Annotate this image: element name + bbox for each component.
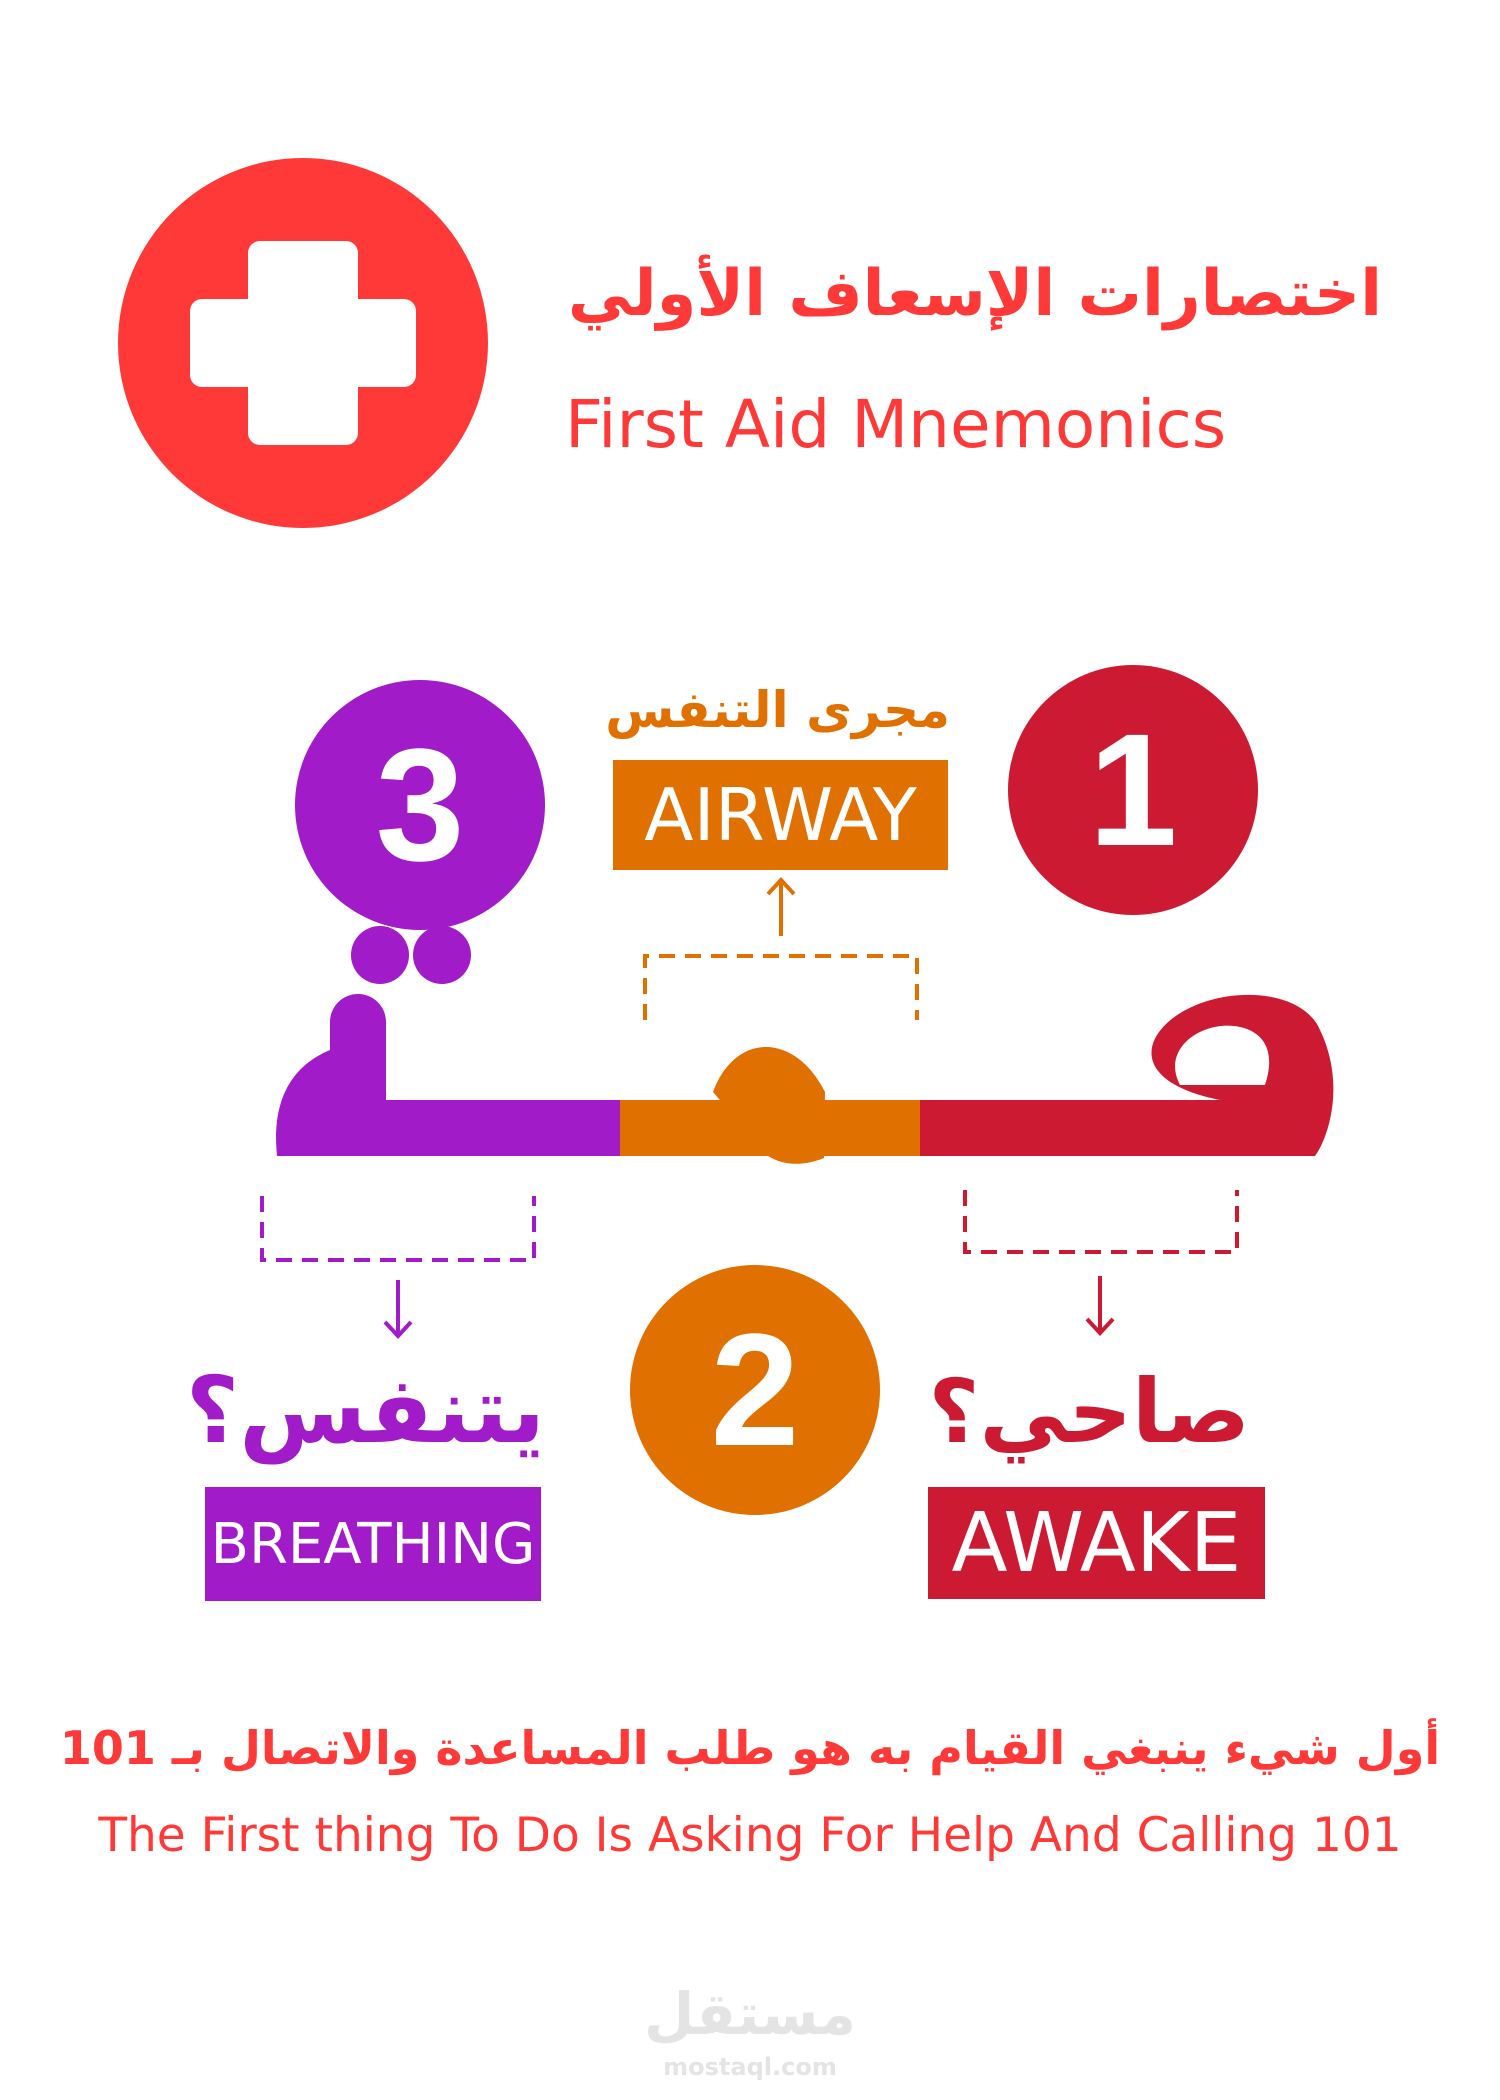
page-title-arabic: اختصارات الإسعاف الأولي xyxy=(567,257,1382,331)
letter-ta-shape xyxy=(276,926,622,1156)
letter-meem-shape xyxy=(620,1047,920,1164)
breathing-bracket xyxy=(262,1196,534,1260)
step-3-number: 3 xyxy=(375,715,465,894)
awake-label-arabic: صاحي؟ xyxy=(928,1360,1250,1463)
awake-label-box: AWAKE xyxy=(928,1487,1265,1599)
watermark-logo: مستقل xyxy=(643,1980,857,2048)
footer-note-english: The First thing To Do Is Asking For Help And Calling 101 xyxy=(98,1808,1402,1863)
step-2-number: 2 xyxy=(710,1300,800,1479)
awake-arrow-icon xyxy=(1087,1276,1113,1333)
breathing-label-arabic: يتنفس؟ xyxy=(185,1357,545,1464)
watermark-url: mostaql.com xyxy=(663,2053,837,2081)
page-title-english: First Aid Mnemonics xyxy=(565,386,1227,463)
awake-bracket xyxy=(965,1190,1237,1252)
airway-arrow-icon xyxy=(768,880,794,936)
breathing-label-box: BREATHING xyxy=(205,1487,541,1601)
step-1-number: 1 xyxy=(1088,700,1178,879)
footer-note-arabic: أول شيء ينبغي القيام به هو طلب المساعدة والاتصال بـ 101 xyxy=(59,1721,1441,1775)
breathing-arrow-icon xyxy=(385,1280,411,1336)
letter-sad-shape xyxy=(920,995,1333,1156)
airway-label-box: AIRWAY xyxy=(613,760,948,870)
airway-bracket xyxy=(645,956,917,1020)
airway-label-arabic: مجرى التنفس xyxy=(605,681,950,739)
